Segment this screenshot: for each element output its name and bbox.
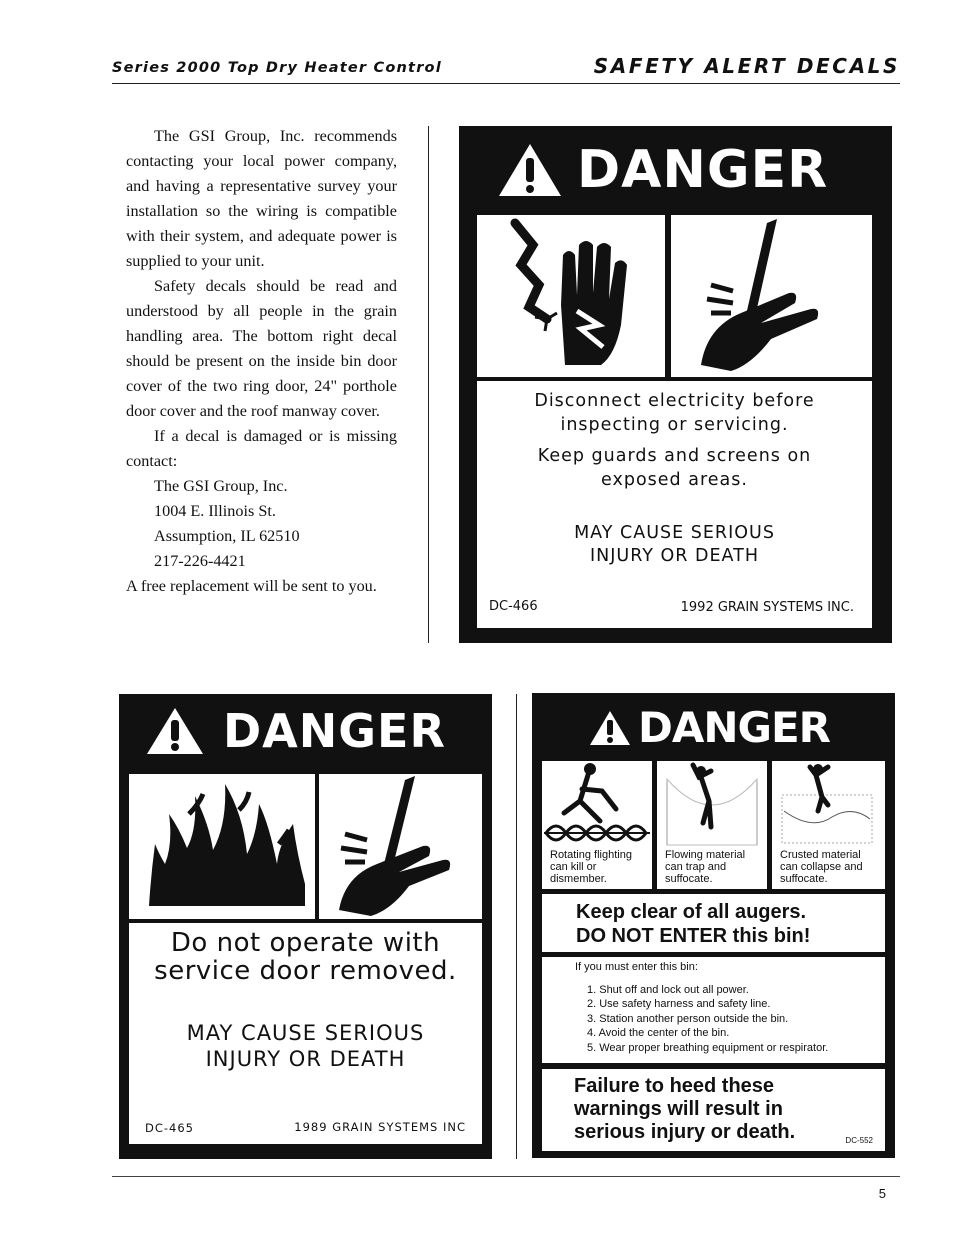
warning-triangle-icon bbox=[588, 709, 632, 747]
decal-copyright: 1992 GRAIN SYSTEMS INC. bbox=[680, 600, 854, 615]
caption-line: dismember. bbox=[550, 873, 607, 885]
hazard-panel-flighting bbox=[542, 761, 652, 889]
step-item: 5. Wear proper breathing equipment or respirator. bbox=[587, 1041, 829, 1054]
keep-clear-box bbox=[542, 894, 885, 952]
electric-shock-icon bbox=[477, 215, 665, 377]
caption-line: can trap and bbox=[665, 861, 727, 873]
cut-hand-pictogram bbox=[319, 774, 482, 919]
do-not-enter-text: DO NOT ENTER this bin! bbox=[576, 925, 811, 947]
paragraph-free-replacement: A free replacement will be sent to you. bbox=[126, 577, 377, 595]
caption-line: can collapse and bbox=[780, 861, 863, 873]
header-section-title: SAFETY ALERT DECALS bbox=[593, 54, 900, 78]
decal-dc466 bbox=[459, 126, 892, 643]
entry-steps-list bbox=[587, 983, 828, 1055]
message-serious: MAY CAUSE SERIOUS bbox=[574, 523, 775, 543]
blade-hand-icon bbox=[671, 215, 872, 377]
message-injury: INJURY OR DEATH bbox=[589, 546, 759, 566]
paragraph-power-company: The GSI Group, Inc. recommends contacting your local power company, and having a representative survey your installation so the wiring is compatible with their system, and adequate power is supplied to your unit. bbox=[126, 127, 397, 270]
auger-person-icon bbox=[542, 761, 652, 847]
header-series-title: Series 2000 Top Dry Heater Control bbox=[112, 60, 442, 76]
paragraph-safety-decals: Safety decals should be read and understood by all people in the grain handling area. The bottom right decal should be present on the inside bin door cover of the two ring door, 24" porthole door cover and the roof manway cover. bbox=[126, 277, 397, 420]
blade-hand-icon bbox=[319, 774, 482, 919]
caption-line: Crusted material bbox=[780, 849, 861, 861]
must-enter-text: If you must enter this bin: bbox=[575, 961, 698, 973]
message-disconnect: Disconnect electricity before bbox=[534, 391, 815, 411]
caption-line: can kill or bbox=[550, 861, 597, 873]
address-phone: 217-226-4421 bbox=[154, 552, 246, 570]
column-divider-top bbox=[428, 126, 429, 643]
caption-line: suffocate. bbox=[780, 873, 828, 885]
decal-copyright: 1989 GRAIN SYSTEMS INC bbox=[294, 1120, 466, 1134]
page-number: 5 bbox=[878, 1186, 886, 1201]
failure-warning-box bbox=[542, 1069, 885, 1151]
step-item: 4. Avoid the center of the bin. bbox=[587, 1027, 730, 1040]
footer-rule bbox=[112, 1176, 900, 1177]
body-text bbox=[126, 124, 397, 599]
step-item: 1. Shut off and lock out all power. bbox=[587, 984, 749, 996]
message-injury: INJURY OR DEATH bbox=[205, 1047, 406, 1071]
message-do-not-operate: Do not operate with bbox=[170, 928, 441, 958]
column-divider-bottom bbox=[516, 694, 517, 1159]
decal-code: DC-465 bbox=[145, 1121, 194, 1135]
address-company: The GSI Group, Inc. bbox=[154, 477, 288, 495]
failure-line: warnings will result in bbox=[574, 1098, 783, 1120]
warning-triangle-icon bbox=[497, 142, 563, 198]
hazard-panel-crusted bbox=[772, 761, 885, 889]
hazard-panel-flowing bbox=[657, 761, 767, 889]
hazard-caption-flowing bbox=[665, 849, 763, 885]
decal-dc465 bbox=[119, 694, 492, 1159]
step-item: 3. Station another person outside the bin. bbox=[587, 1012, 789, 1025]
step-item: 2. Use safety harness and safety line. bbox=[587, 998, 771, 1011]
crusted-material-icon bbox=[772, 761, 885, 847]
danger-word: DANGER bbox=[223, 704, 446, 758]
header-rule bbox=[112, 83, 900, 84]
warning-triangle-icon bbox=[145, 706, 205, 756]
cut-hand-pictogram bbox=[671, 215, 872, 377]
failure-line: serious injury or death. bbox=[574, 1121, 796, 1143]
flowing-material-icon bbox=[657, 761, 767, 847]
hazard-caption-flighting bbox=[550, 849, 648, 885]
message-exposed: exposed areas. bbox=[601, 470, 748, 490]
address-street: 1004 E. Illinois St. bbox=[154, 502, 276, 520]
danger-word: DANGER bbox=[638, 703, 831, 752]
decal-dc552 bbox=[532, 693, 895, 1158]
caption-line: suffocate. bbox=[665, 873, 713, 885]
danger-word: DANGER bbox=[577, 140, 829, 200]
fire-pictogram bbox=[129, 774, 315, 919]
paragraph-damaged-decal: If a decal is damaged or is missing contact: bbox=[126, 427, 397, 470]
decal-message-panel bbox=[129, 923, 482, 1144]
address-city: Assumption, IL 62510 bbox=[154, 527, 300, 545]
message-serious: MAY CAUSE SERIOUS bbox=[186, 1021, 425, 1045]
decal-danger-heading bbox=[497, 140, 828, 200]
entry-procedure-box bbox=[542, 957, 885, 1063]
decal-code: DC-552 bbox=[845, 1136, 873, 1145]
failure-line: Failure to heed these bbox=[574, 1075, 775, 1097]
message-keep-guards: Keep guards and screens on bbox=[537, 446, 812, 466]
decal-message-panel bbox=[477, 381, 872, 628]
hazard-caption-crusted bbox=[780, 849, 881, 885]
caption-line: Flowing material bbox=[665, 849, 746, 861]
fire-icon bbox=[129, 774, 315, 919]
caption-line: Rotating flighting bbox=[550, 849, 632, 861]
decal-danger-heading bbox=[145, 704, 446, 758]
message-service-door: service door removed. bbox=[154, 956, 457, 986]
decal-code: DC-466 bbox=[489, 599, 538, 614]
message-inspecting: inspecting or servicing. bbox=[560, 415, 789, 435]
keep-clear-text: Keep clear of all augers. bbox=[576, 901, 807, 923]
electric-hand-pictogram bbox=[477, 215, 665, 377]
decal-danger-heading bbox=[588, 703, 830, 752]
